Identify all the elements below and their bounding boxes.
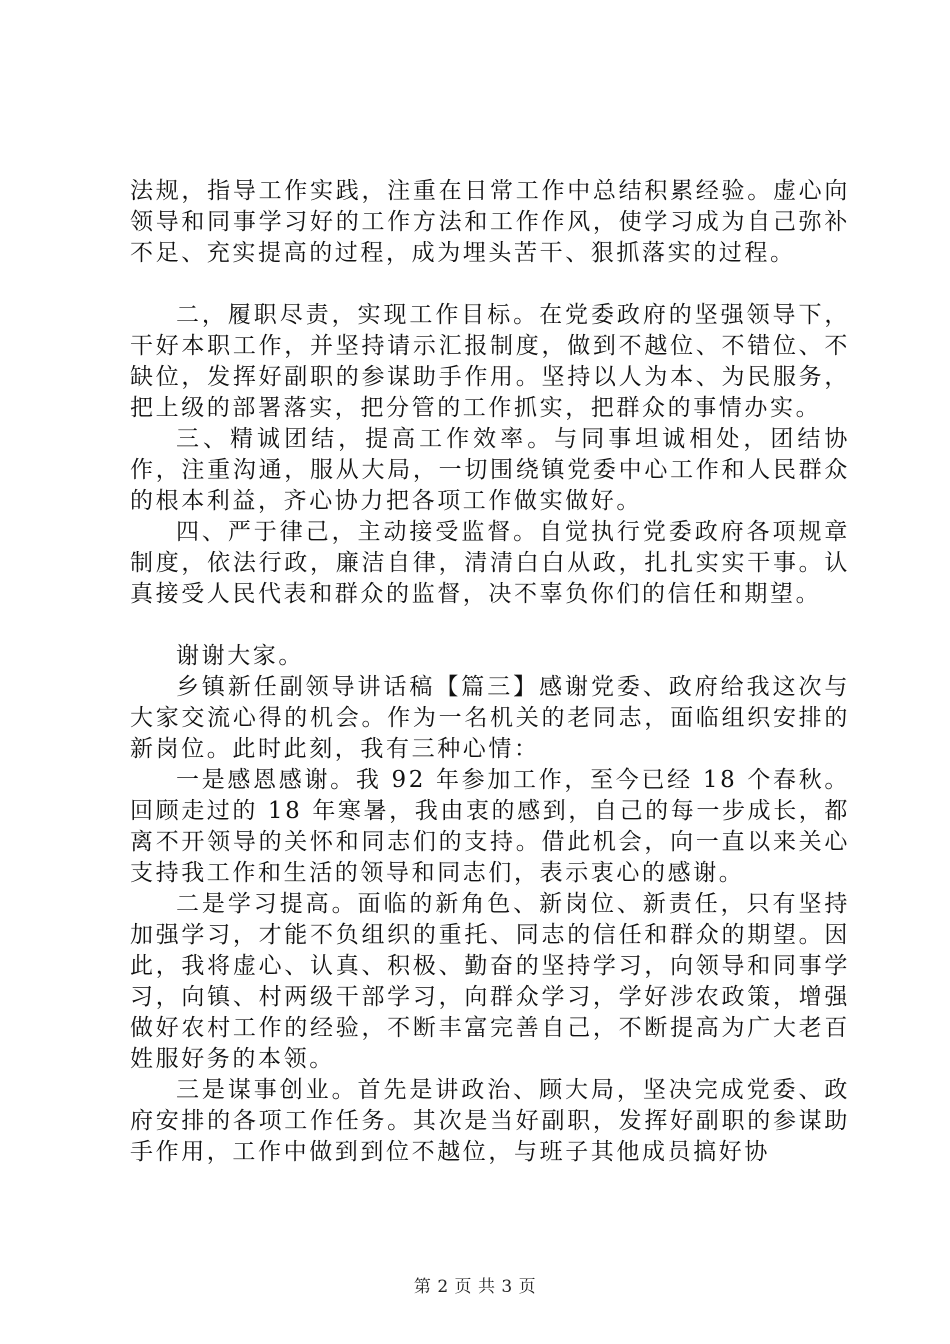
paragraph-7: 一是感恩感谢。我 92 年参加工作，至今已经 18 个春秋。回顾走过的 18 年寒暑，我由衷的感到，自己的每一步成长，都离不开领导的关怀和同志们的支持。借此机会，向一直以来关心支持我工作和生活的领导和同志们，表示衷心的感谢。 <box>130 767 850 886</box>
paragraph-6: 乡镇新任副领导讲话稿【篇三】感谢党委、政府给我这次与大家交流心得的机会。作为一名机关的老同志，面临组织安排的新岗位。此时此刻，我有三种心情： <box>130 674 850 762</box>
paragraph-2: 二，履职尽责，实现工作目标。在党委政府的坚强领导下，干好本职工作，并坚持请示汇报制度，做到不越位、不错位、不缺位，发挥好副职的参谋助手作用。坚持以人为本、为民服务，把上级的部署落实，把分管的工作抓实，把群众的事情办实。 <box>130 302 850 421</box>
paragraph-gap <box>130 610 850 641</box>
paragraph-3: 三、精诚团结，提高工作效率。与同事坦诚相处，团结协作，注重沟通，服从大局，一切围绕镇党委中心工作和人民群众的根本利益，齐心协力把各项工作做实做好。 <box>130 426 850 514</box>
page-footer: 第 2 页 共 3 页 <box>413 1277 537 1297</box>
document-body <box>130 176 850 1168</box>
paragraph-8: 二是学习提高。面临的新角色、新岗位、新责任，只有坚持加强学习，才能不负组织的重托、同志的信任和群众的期望。因此，我将虚心、认真、积极、勤奋的坚持学习，向领导和同事学习，向镇、村两级干部学习，向群众学习，学好涉农政策，增强做好农村工作的经验，不断丰富完善自己，不断提高为广大老百姓服好务的本领。 <box>130 891 850 1072</box>
paragraph-5: 谢谢大家。 <box>176 643 304 669</box>
paragraph-1: 法规，指导工作实践，注重在日常工作中总结积累经验。虚心向领导和同事学习好的工作方法和工作作风，使学习成为自己弥补不足、充实提高的过程，成为埋头苦干、狠抓落实的过程。 <box>130 178 850 266</box>
paragraph-9: 三是谋事创业。首先是讲政治、顾大局，坚决完成党委、政府安排的各项工作任务。其次是当好副职，发挥好副职的参谋助手作用，工作中做到到位不越位，与班子其他成员搞好协 <box>130 1077 850 1165</box>
paragraph-gap <box>130 269 850 300</box>
paragraph-4: 四、严于律己，主动接受监督。自觉执行党委政府各项规章制度，依法行政，廉洁自律，清清白白从政，扎扎实实干事。认真接受人民代表和群众的监督，决不辜负你们的信任和期望。 <box>130 519 850 607</box>
